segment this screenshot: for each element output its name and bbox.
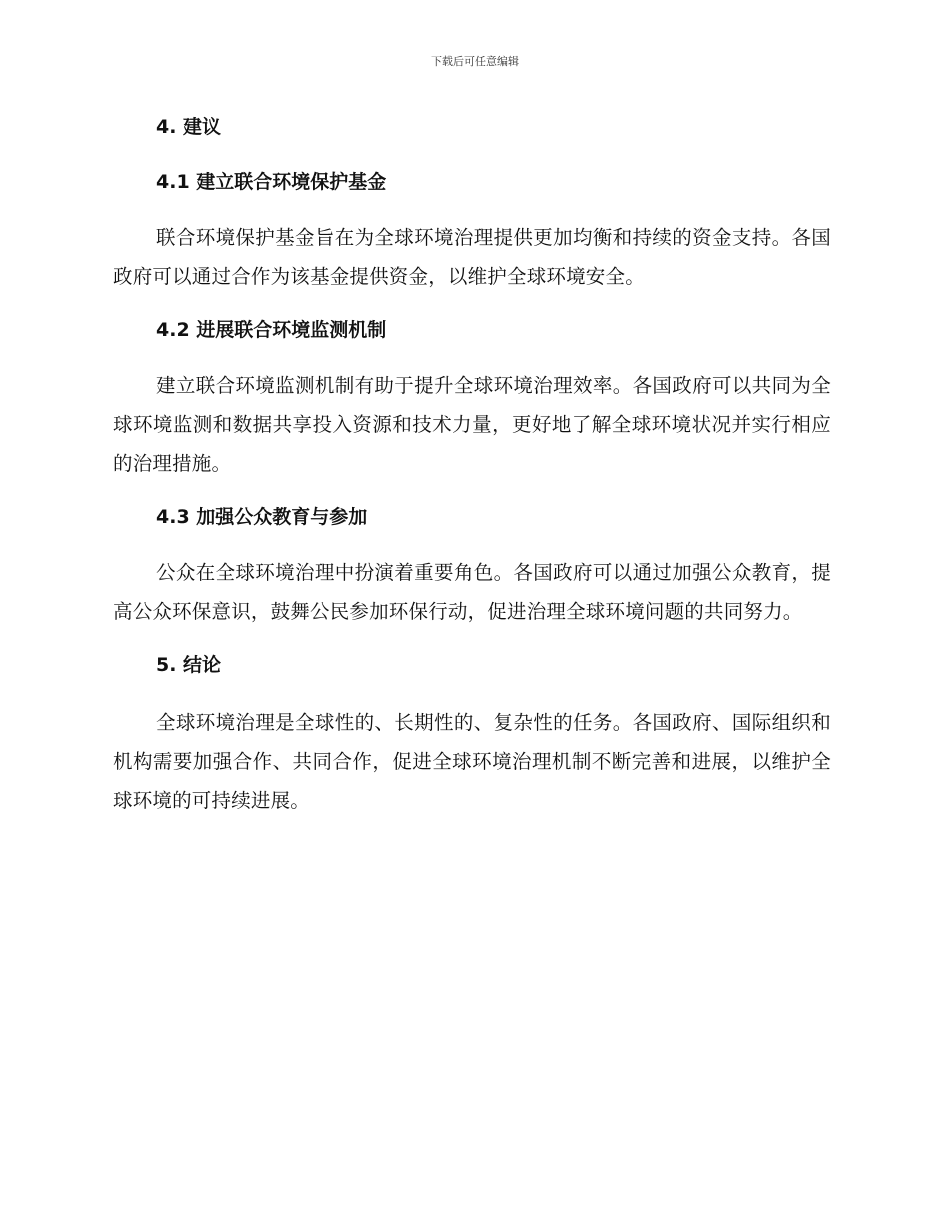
paragraph-4-2: 建立联合环境监测机制有助于提升全球环境治理效率。各国政府可以共同为全球环境监测和数据共享投入资源和技术力量，更好地了解全球环境状况并实行相应的治理措施。 (113, 374, 831, 475)
section-heading-suggestions: 4. 建议 (156, 116, 222, 138)
paragraph-4-1: 联合环境保护基金旨在为全球环境治理提供更加均衡和持续的资金支持。各国政府可以通过合作为该基金提供资金，以维护全球环境安全。 (113, 226, 831, 288)
page-header-note: 下载后可任意编辑 (431, 55, 519, 68)
section-heading-conclusion: 5. 结论 (156, 654, 222, 676)
subsection-heading-4-2: 4.2 进展联合环境监测机制 (156, 319, 387, 341)
paragraph-4-3: 公众在全球环境治理中扮演着重要角色。各国政府可以通过加强公众教育，提高公众环保意识，鼓舞公民参加环保行动，促进治理全球环境问题的共同努力。 (113, 561, 831, 623)
document-body (113, 110, 831, 837)
subsection-heading-4-1: 4.1 建立联合环境保护基金 (156, 171, 387, 193)
paragraph-conclusion: 全球环境治理是全球性的、长期性的、复杂性的任务。各国政府、国际组织和机构需要加强合作、共同合作，促进全球环境治理机制不断完善和进展，以维护全球环境的可持续进展。 (113, 711, 831, 812)
subsection-heading-4-3: 4.3 加强公众教育与参加 (156, 506, 368, 528)
